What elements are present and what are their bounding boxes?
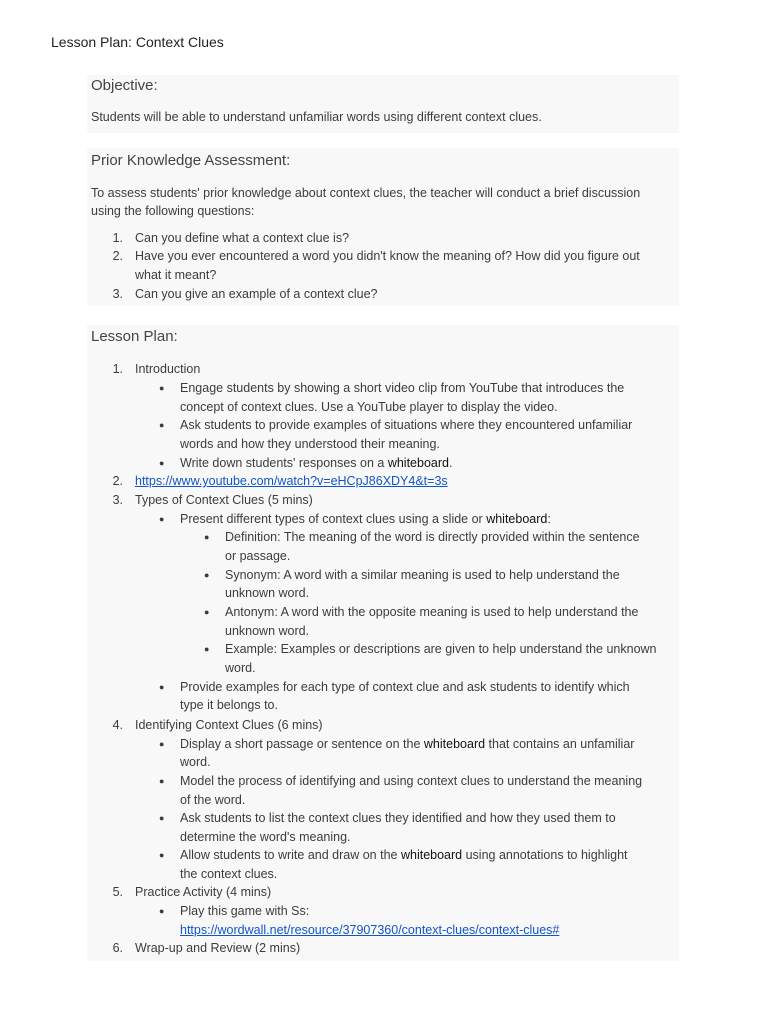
youtube-link[interactable]: https://www.youtube.com/watch?v=eHCpJ86XDY4&t=3s	[135, 474, 448, 488]
objective-section	[87, 75, 679, 133]
prior-knowledge-section: Prior Knowledge Assessment: To assess students' prior knowledge about context clues, the teacher will conduct a brief discussion using the following questions: 1. Can you define what a context clue is? 2. Have you ever encountered a word you didn't know the meaning of? How did you figure out what it meant? 3. Can you give an example of a context clue?	[87, 148, 679, 306]
lesson-plan-heading: Lesson Plan:	[91, 328, 178, 345]
prior-knowledge-heading: Prior Knowledge Assessment:	[91, 152, 291, 169]
prior-knowledge-text-line2: using the following questions:	[91, 204, 255, 218]
list-item-continuation: what it meant?	[135, 268, 217, 282]
lesson-plan-section: Lesson Plan: 1. Introduction ● Engage students by showing a short video clip from YouTube that introduces the concept of context clues. Use a YouTube player to display the video. ● Ask students to provide examples of situations where they encountered unfamiliar words and how they understood their meaning. ● Write down students' responses on a whiteboard. 2. https://www.youtube.com/watch?v=eHCpJ86XDY4&t=3s 3. Types of Context Clues (5 mins) ● Present different types of context clues using a slide or whiteboard: ● Definition: The meaning of the word is directly provided within the sentence or passage. ● Synonym: A word with a similar meaning is used to help understand the unknown word. ● Antonym: A word with the opposite meaning is used to help understand the unknown word. ● Example: Examples or descriptions are given to help understand the unknown word. ● Provide examples for each type of context clue and ask students to identify which type it belongs to. 4. Identifying Context Clues (6 mins) ● Display a short passage or sentence on the whiteboard that contains an unfamiliar word. ● Model the process of identifying and using context clues to understand the meaning of the word. ● Ask students to list the context clues they identified and how they used them to determine the word's meaning. ● Allow students to write and draw on the whiteboard using annotations to highlight the context clues. 5. Practice Activity (4 mins) ● Play this game with Ss: https://wordwall.net/resource/37907360/context-clues/context-clues# 6. Wrap-up and Review (2 mins)	[87, 325, 679, 961]
objective-heading: Objective:	[91, 77, 158, 94]
wordwall-link[interactable]: https://wordwall.net/resource/37907360/context-clues/context-clues#	[180, 923, 560, 937]
objective-text: Students will be able to understand unfamiliar words using different context clues.	[91, 110, 542, 124]
document-title: Lesson Plan: Context Clues	[51, 34, 224, 50]
prior-knowledge-text-line1: To assess students' prior knowledge about context clues, the teacher will conduct a brief discussion	[91, 186, 641, 200]
